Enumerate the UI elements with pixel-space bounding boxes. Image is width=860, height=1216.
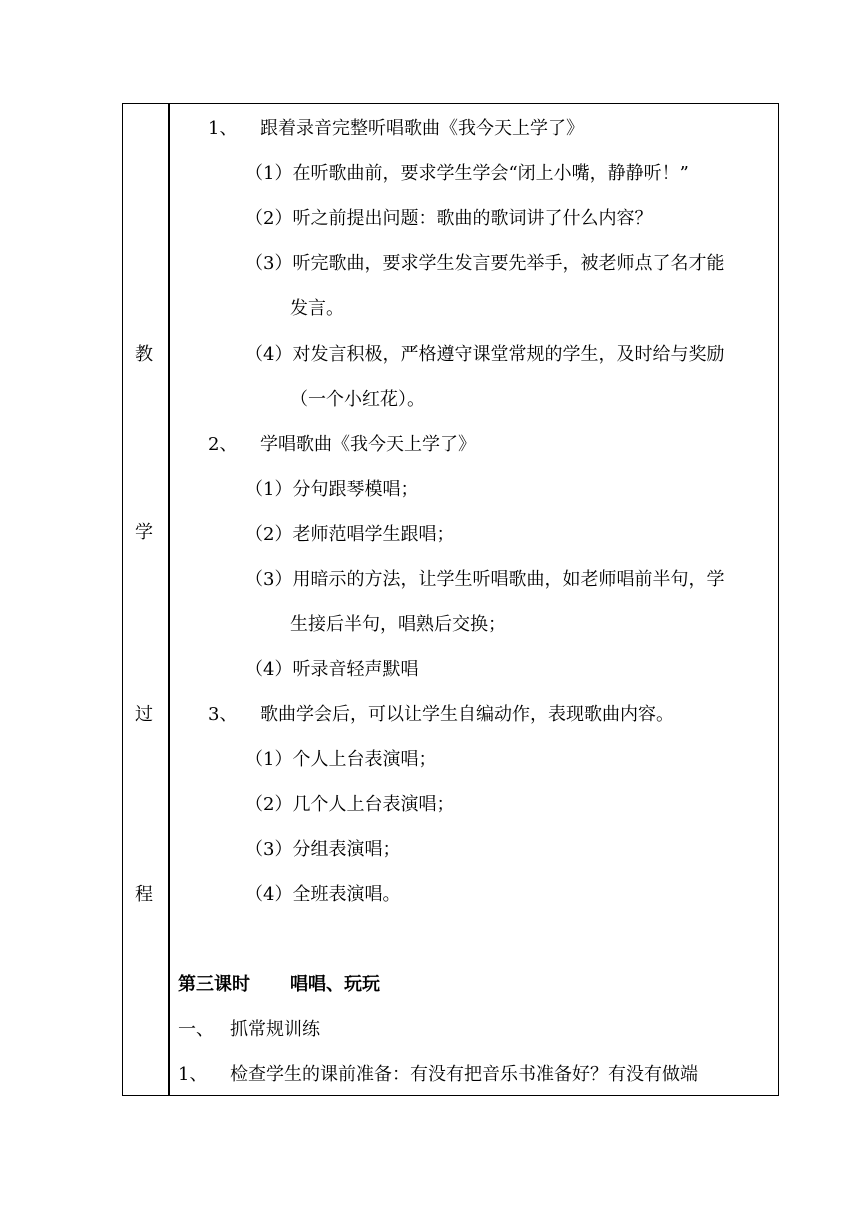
sub-item: （3）分组表演唱； <box>245 839 401 860</box>
sub-item-continuation: 发言。 <box>290 298 344 319</box>
sub-item: （4）对发言积极，严格遵守课堂常规的学生，及时给与奖励 <box>245 344 725 365</box>
sub-item: （2）老师范唱学生跟唱； <box>245 524 455 545</box>
table-column-divider <box>168 103 170 1096</box>
section-number: 一、 <box>178 1019 214 1040</box>
sub-item: （3）用暗示的方法，让学生听唱歌曲，如老师唱前半句，学 <box>245 569 725 590</box>
item-number: 3、 <box>208 704 238 725</box>
item-number: 1、 <box>208 118 238 139</box>
item-number: 2、 <box>208 434 238 455</box>
sub-item: （4）全班表演唱。 <box>245 884 401 905</box>
side-label-char: 过 <box>135 704 153 725</box>
sub-item-continuation: 生接后半句，唱熟后交换； <box>290 614 506 635</box>
sub-item: （1）分句跟琴模唱； <box>245 479 419 500</box>
lesson-subtitle: 唱唱、玩玩 <box>290 974 380 995</box>
side-label-char: 学 <box>135 522 153 543</box>
item-heading: 歌曲学会后，可以让学生自编动作，表现歌曲内容。 <box>260 704 674 725</box>
side-label-char: 程 <box>135 884 153 905</box>
side-label-char: 教 <box>135 344 153 365</box>
item-number: 1、 <box>178 1064 208 1085</box>
lesson-title: 第三课时 <box>178 974 250 995</box>
sub-item: （2）听之前提出问题：歌曲的歌词讲了什么内容？ <box>245 208 653 229</box>
item-heading: 检查学生的课前准备：有没有把音乐书准备好？有没有做端 <box>230 1064 698 1085</box>
section-heading: 抓常规训练 <box>230 1019 320 1040</box>
sub-item-continuation: （一个小红花）。 <box>290 389 425 410</box>
sub-item: （1）在听歌曲前，要求学生学会“闭上小嘴，静静听！” <box>245 163 689 184</box>
sub-item: （1）个人上台表演唱； <box>245 749 437 770</box>
sub-item: （2）几个人上台表演唱； <box>245 794 455 815</box>
item-heading: 学唱歌曲《我今天上学了》 <box>260 434 476 455</box>
sub-item: （4）听录音轻声默唱 <box>245 659 419 680</box>
sub-item: （3）听完歌曲，要求学生发言要先举手，被老师点了名才能 <box>245 253 725 274</box>
item-heading: 跟着录音完整听唱歌曲《我今天上学了》 <box>260 118 584 139</box>
